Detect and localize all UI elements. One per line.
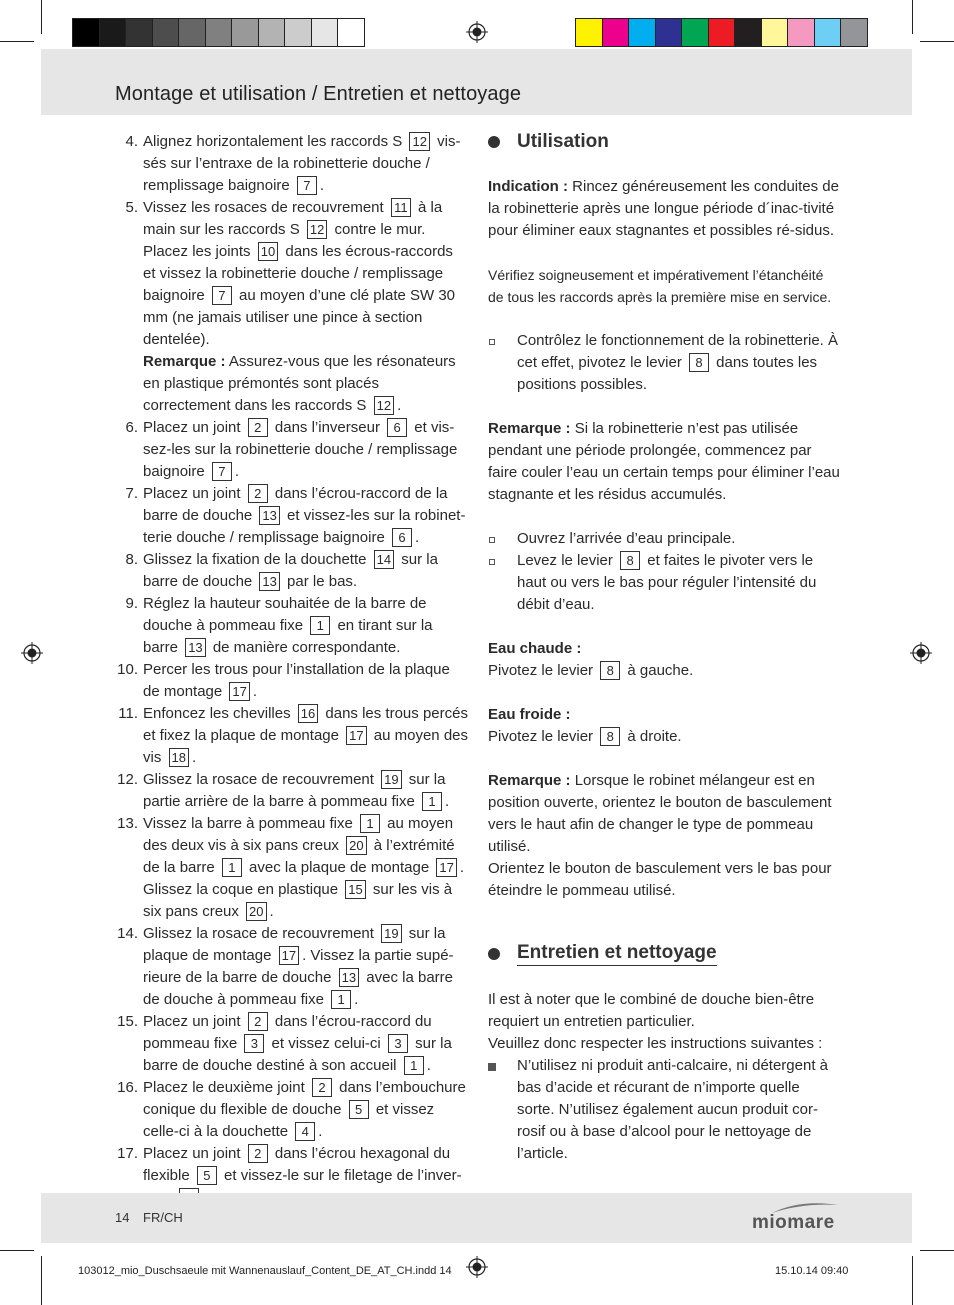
step-number: 11. bbox=[118, 705, 138, 722]
part-number-badge: 4 bbox=[295, 1122, 315, 1141]
step-number: 10. bbox=[117, 661, 138, 678]
remarque-paragraph: Remarque : Lorsque le robinet mélangeur est en position ouverte, orientez le bouton de basculement vers le haut afin de changer le type de pommeau utilisé. bbox=[488, 772, 832, 855]
step-text: Placez un joint 2 dans l’inverseur 6 et vis-sez-les sur la robinetterie douche / remplissage baignoire 7 . bbox=[143, 419, 458, 480]
step-number: 9. bbox=[125, 595, 138, 612]
color-swatch bbox=[258, 18, 286, 47]
color-swatch bbox=[72, 18, 100, 47]
part-number-badge: 1 bbox=[222, 858, 242, 877]
part-number-badge: 5 bbox=[349, 1100, 369, 1119]
part-number-badge: 2 bbox=[248, 1012, 268, 1031]
color-swatch bbox=[231, 18, 259, 47]
part-number-badge: 8 bbox=[689, 353, 709, 372]
part-number-badge: 1 bbox=[404, 1056, 424, 1075]
part-number-badge: 20 bbox=[346, 836, 366, 855]
color-swatch bbox=[337, 18, 365, 47]
step-item bbox=[108, 131, 468, 197]
crop-mark bbox=[920, 1250, 954, 1251]
color-swatch bbox=[840, 18, 868, 47]
indication-paragraph: Indication : Rincez généreusement les conduites de la robinetterie après une longue période d´inac-tivité pour éliminer eaux stagnantes et possibles ré-sidus. bbox=[488, 178, 839, 239]
step-number: 15. bbox=[117, 1013, 138, 1030]
color-swatch bbox=[205, 18, 233, 47]
part-number-badge: 13 bbox=[185, 638, 205, 657]
section-heading-utilisation: Utilisation bbox=[488, 131, 840, 153]
color-swatch bbox=[125, 18, 153, 47]
entretien-intro-2: Veuillez donc respecter les instructions suivantes : bbox=[488, 1035, 823, 1052]
part-number-badge: 6 bbox=[387, 418, 407, 437]
part-number-badge: 2 bbox=[248, 1144, 268, 1163]
step-text: Enfoncez les chevilles 16 dans les trous percés et fixez la plaque de montage 17 au moyen des vis 18 . bbox=[143, 705, 469, 766]
part-number-badge: 16 bbox=[298, 704, 318, 723]
part-number-badge: 1 bbox=[422, 792, 442, 811]
remarque-paragraph: Remarque : Si la robinetterie n’est pas utilisée pendant une période prolongée, commencez par faire couler l’eau un certain temps pour éliminer l’eau stagnante et les résidus accumulés. bbox=[488, 420, 840, 503]
list-item: Levez le levier 8 et faites le pivoter vers le haut ou vers le bas pour réguler l’intensité du débit d’eau. bbox=[488, 550, 840, 616]
note-label: Remarque : bbox=[143, 353, 226, 370]
step-text: Remarque : Assurez-vous que les résonateurs en plastique prémontés sont placés correctement dans les raccords S 12 . bbox=[143, 353, 456, 414]
crop-mark bbox=[920, 41, 954, 42]
step-number: 17. bbox=[117, 1145, 138, 1162]
step-item bbox=[108, 351, 468, 417]
filled-square-bullet-icon bbox=[488, 1063, 496, 1071]
step-item bbox=[108, 659, 468, 703]
color-swatch bbox=[152, 18, 180, 47]
part-number-badge: 3 bbox=[244, 1034, 264, 1053]
step-text: Alignez horizontalement les raccords S 12 vis-sés sur l’entraxe de la robinetterie douche / remplissage baignoire 7 . bbox=[143, 133, 461, 194]
part-number-badge: 13 bbox=[259, 506, 279, 525]
step-text: Glissez la rosace de recouvrement 19 sur la partie arrière de la barre à pommeau fixe 1 . bbox=[143, 771, 450, 810]
step-number: 16. bbox=[117, 1079, 138, 1096]
step-text: Placez un joint 2 dans l’écrou hexagonal du flexible 5 et vissez-le sur le filetage de l’inver- bbox=[143, 1143, 468, 1209]
part-number-badge: 13 bbox=[339, 968, 359, 987]
part-number-badge: 18 bbox=[169, 748, 189, 767]
part-number-badge: 19 bbox=[381, 770, 401, 789]
color-swatch bbox=[708, 18, 736, 47]
step-number: 7. bbox=[125, 485, 138, 502]
part-number-badge: 12 bbox=[307, 220, 327, 239]
color-swatch bbox=[178, 18, 206, 47]
step-text: Glissez la fixation de la douchette 14 sur la barre de douche 13 par le bas. bbox=[143, 551, 438, 590]
step-item bbox=[108, 813, 468, 923]
file-slug: 103012_mio_Duschsaeule mit Wannenauslauf_Content_DE_AT_CH.indd 14 bbox=[78, 1265, 452, 1277]
part-number-badge: 17 bbox=[279, 946, 299, 965]
part-number-badge: 15 bbox=[345, 880, 365, 899]
part-number-badge: 3 bbox=[388, 1034, 408, 1053]
part-number-badge: 7 bbox=[212, 286, 232, 305]
color-swatch bbox=[814, 18, 842, 47]
registration-mark-icon bbox=[466, 21, 488, 43]
color-swatch bbox=[99, 18, 127, 47]
step-text: Glissez la rosace de recouvrement 19 sur la plaque de montage 17 . Vissez la partie supé-rieure de la barre de douche 13 avec la barre de douche à pommeau fixe 1 . bbox=[143, 925, 454, 1008]
part-number-badge: 12 bbox=[374, 396, 394, 415]
color-swatch bbox=[681, 18, 709, 47]
step-item bbox=[108, 549, 468, 593]
color-swatch bbox=[575, 18, 603, 47]
date-slug: 15.10.14 09:40 bbox=[775, 1265, 849, 1277]
grayscale-color-bar bbox=[72, 18, 364, 47]
color-swatch bbox=[602, 18, 630, 47]
step-text: Réglez la hauteur souhaitée de la barre de douche à pommeau fixe 1 en tirant sur la barre 13 de manière correspondante. bbox=[143, 595, 433, 656]
step-item bbox=[108, 483, 468, 549]
part-number-badge: 14 bbox=[374, 550, 394, 569]
part-number-badge: 8 bbox=[600, 727, 620, 746]
process-color-bar bbox=[575, 18, 867, 47]
part-number-badge: 1 bbox=[331, 990, 351, 1009]
eau-chaude-text: Pivotez le levier 8 à gauche. bbox=[488, 662, 694, 679]
part-number-badge: 1 bbox=[360, 814, 380, 833]
color-swatch bbox=[655, 18, 683, 47]
checkbox-square-icon bbox=[489, 559, 495, 565]
part-number-badge: 13 bbox=[259, 572, 279, 591]
part-number-badge: 12 bbox=[409, 132, 429, 151]
crop-mark bbox=[41, 1256, 42, 1305]
part-number-badge: 17 bbox=[229, 682, 249, 701]
part-number-badge: 11 bbox=[391, 198, 411, 217]
step-number: 6. bbox=[125, 419, 138, 436]
step-item bbox=[108, 1011, 468, 1077]
step-item bbox=[108, 417, 468, 483]
step-text: Placez un joint 2 dans l’écrou-raccord de la barre de douche 13 et vissez-les sur la robinet-terie douche / remplissage baignoire 6 . bbox=[143, 485, 466, 546]
registration-mark-icon bbox=[21, 642, 43, 664]
crop-mark bbox=[0, 1250, 34, 1251]
step-text: Vissez les rosaces de recouvrement 11 à la main sur les raccords S 12 contre le mur. Placez les joints 10 dans les écrous-raccords et vissez la robinetterie douche / remplissage baignoire 7 au moyen d’une clé plate SW 30 mm (ne jamais utiliser une pince à section dentelée). bbox=[143, 199, 456, 348]
list-item: Contrôlez le fonctionnement de la robinetterie. À cet effet, pivotez le levier 8 dans toutes les positions possibles. bbox=[488, 330, 840, 396]
step-text: Percer les trous pour l’installation de la plaque de montage 17 . bbox=[143, 661, 450, 700]
color-swatch bbox=[284, 18, 312, 47]
step-number: 13. bbox=[117, 815, 138, 832]
bullet-dot-icon bbox=[488, 136, 500, 148]
part-number-badge: 17 bbox=[346, 726, 366, 745]
crop-mark bbox=[912, 1256, 913, 1305]
page-number: 14 bbox=[115, 1210, 130, 1225]
part-number-badge: 19 bbox=[381, 924, 401, 943]
part-number-badge: 1 bbox=[310, 616, 330, 635]
eau-froide-text: Pivotez le levier 8 à droite. bbox=[488, 728, 682, 745]
part-number-badge: 6 bbox=[392, 528, 412, 547]
checkbox-square-icon bbox=[489, 537, 495, 543]
step-item bbox=[108, 197, 468, 351]
step-item bbox=[108, 1077, 468, 1143]
registration-mark-icon bbox=[910, 642, 932, 664]
color-swatch bbox=[787, 18, 815, 47]
step-number: 12. bbox=[117, 771, 138, 788]
step-number: 5. bbox=[125, 199, 138, 216]
part-number-badge: 8 bbox=[600, 661, 620, 680]
step-item bbox=[108, 593, 468, 659]
right-column bbox=[488, 131, 840, 1165]
part-number-badge: 2 bbox=[248, 418, 268, 437]
eau-chaude-label: Eau chaude : bbox=[488, 640, 582, 657]
step-number: 4. bbox=[125, 133, 138, 150]
step-item bbox=[108, 769, 468, 813]
assembly-steps-list bbox=[108, 131, 468, 1209]
step-item bbox=[108, 923, 468, 1011]
step-text: Placez le deuxième joint 2 dans l’embouchure conique du flexible de douche 5 et vissez celle-ci à la douchette 4 . bbox=[143, 1079, 466, 1140]
bullet-dot-icon bbox=[488, 948, 500, 960]
part-number-badge: 2 bbox=[248, 484, 268, 503]
step-text: Vissez la barre à pommeau fixe 1 au moyen des deux vis à six pans creux 20 à l’extrémité de la barre 1 avec la plaque de montage 17 . Glissez la coque en plastique 15 sur les vis à six pans creux 20 . bbox=[143, 815, 464, 920]
step-number: 14. bbox=[117, 925, 138, 942]
list-item: N’utilisez ni produit anti-calcaire, ni détergent à bas d’acide et récurant de n’importe quelle sorte. N’utilisez également aucun produit cor-rosif ou à base d’alcool pour le nettoyage de l’article. bbox=[488, 1055, 840, 1165]
step-item bbox=[108, 703, 468, 769]
page-title: Montage et utilisation / Entretien et nettoyage bbox=[115, 83, 522, 105]
color-swatch bbox=[761, 18, 789, 47]
crop-mark bbox=[912, 0, 913, 34]
part-number-badge: 17 bbox=[436, 858, 456, 877]
part-number-badge: 8 bbox=[620, 551, 640, 570]
section-heading-entretien: Entretien et nettoyage bbox=[488, 943, 840, 965]
step-number bbox=[108, 351, 143, 417]
crop-mark bbox=[0, 41, 34, 42]
checkbox-square-icon bbox=[489, 339, 495, 345]
eau-froide-label: Eau froide : bbox=[488, 706, 571, 723]
part-number-badge: 7 bbox=[212, 462, 232, 481]
step-text: Placez un joint 2 dans l’écrou-raccord du pommeau fixe 3 et vissez celui-ci 3 sur la barre de douche destiné à son accueil 1 . bbox=[143, 1013, 452, 1074]
list-item: Ouvrez l’arrivée d’eau principale. bbox=[488, 528, 840, 550]
part-number-badge: 20 bbox=[246, 902, 266, 921]
registration-mark-icon bbox=[466, 1256, 488, 1278]
orientez-paragraph: Orientez le bouton de basculement vers le bas pour éteindre le pommeau utilisé. bbox=[488, 860, 832, 899]
color-swatch bbox=[628, 18, 656, 47]
color-swatch bbox=[734, 18, 762, 47]
part-number-badge: 7 bbox=[297, 176, 317, 195]
part-number-badge: 5 bbox=[197, 1166, 217, 1185]
crop-mark bbox=[41, 0, 42, 34]
step-number: 8. bbox=[125, 551, 138, 568]
color-swatch bbox=[311, 18, 339, 47]
part-number-badge: 2 bbox=[312, 1078, 332, 1097]
language-code: FR/CH bbox=[143, 1210, 183, 1225]
part-number-badge: 10 bbox=[258, 242, 278, 261]
entretien-intro: Il est à noter que le combiné de douche bien-être requiert un entretien particulier. bbox=[488, 991, 815, 1030]
check-paragraph: Vérifiez soigneusement et impérativement l’étanchéité de tous les raccords après la première mise en service. bbox=[488, 267, 832, 305]
brand-logo: miomare bbox=[752, 1201, 842, 1235]
